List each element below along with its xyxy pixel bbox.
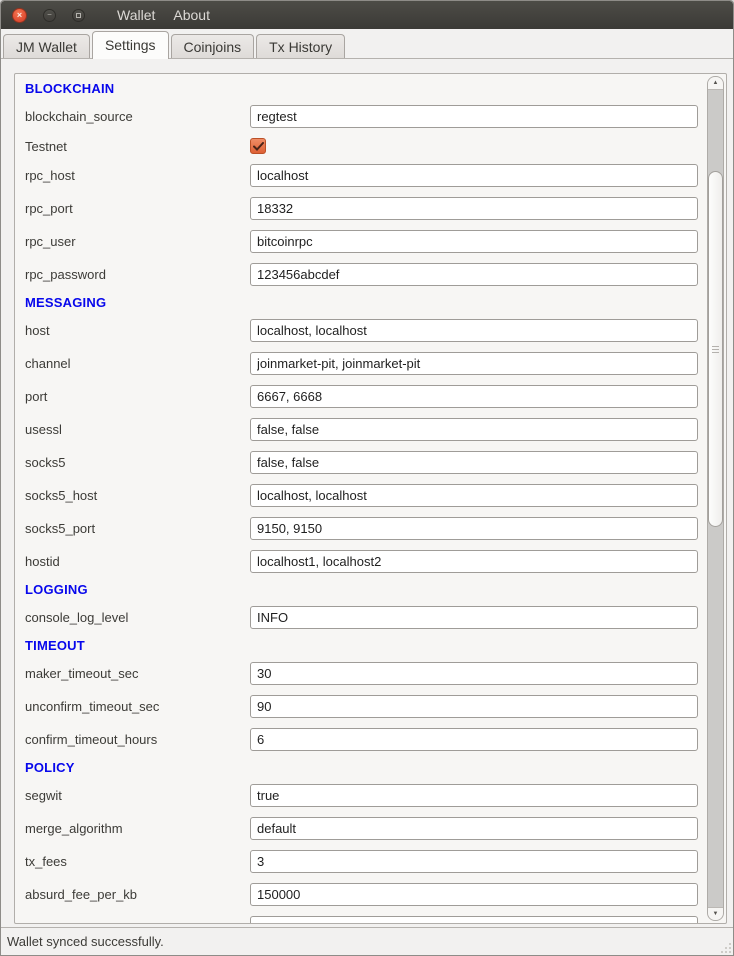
field-confirm_timeout_hours[interactable]	[250, 728, 698, 751]
status-bar	[1, 928, 733, 955]
field-label: Testnet	[25, 138, 67, 154]
field-merge_algorithm[interactable]	[250, 817, 698, 840]
settings-row	[25, 263, 705, 286]
field-label: rpc_port	[25, 201, 73, 216]
settings-row	[25, 850, 705, 873]
settings-row	[25, 550, 705, 573]
field-label: socks5_port	[25, 521, 96, 536]
settings-field-partial[interactable]	[250, 916, 698, 923]
field-socks5[interactable]	[250, 451, 698, 474]
minimize-button[interactable]	[43, 9, 56, 22]
field-label: blockchain_source	[25, 109, 133, 124]
status-message: Wallet synced successfully.	[7, 934, 164, 949]
field-label: console_log_level	[25, 610, 129, 625]
settings-scroll-area	[14, 73, 727, 924]
scrollbar-thumb[interactable]	[708, 171, 723, 527]
field-rpc_host[interactable]	[250, 164, 698, 187]
field-label: usessl	[25, 422, 62, 437]
field-label: merge_algorithm	[25, 821, 123, 836]
field-socks5_port[interactable]	[250, 517, 698, 540]
field-label: confirm_timeout_hours	[25, 732, 158, 747]
section-header: MESSAGING	[25, 295, 107, 310]
section-header: POLICY	[25, 760, 75, 775]
field-tx_fees[interactable]	[250, 850, 698, 873]
field-label: maker_timeout_sec	[25, 666, 139, 681]
field-label: absurd_fee_per_kb	[25, 887, 138, 902]
field-blockchain_source[interactable]	[250, 105, 698, 128]
settings-pane	[1, 58, 733, 928]
settings-row	[25, 784, 705, 807]
vertical-scrollbar[interactable]	[707, 76, 724, 921]
tab-bar	[1, 29, 733, 58]
field-label: host	[25, 323, 50, 338]
tab-coinjoins[interactable]: Coinjoins	[171, 34, 255, 58]
field-label: hostid	[25, 554, 60, 569]
field-label: segwit	[25, 788, 62, 803]
settings-row	[25, 319, 705, 342]
field-hostid[interactable]	[250, 550, 698, 573]
field-port[interactable]	[250, 385, 698, 408]
field-maker_timeout_sec[interactable]	[250, 662, 698, 685]
field-label: socks5	[25, 455, 66, 470]
settings-row	[25, 105, 705, 128]
tab-jm-wallet[interactable]: JM Wallet	[3, 34, 90, 58]
settings-row	[25, 916, 705, 923]
field-label: tx_fees	[25, 854, 67, 869]
settings-row	[25, 883, 705, 906]
field-label: unconfirm_timeout_sec	[25, 699, 160, 714]
field-rpc_password[interactable]	[250, 263, 698, 286]
field-unconfirm_timeout_sec[interactable]	[250, 695, 698, 718]
field-label: channel	[25, 356, 71, 371]
field-label: rpc_password	[25, 267, 106, 282]
settings-row	[25, 164, 705, 187]
menu-about[interactable]: About	[173, 7, 210, 23]
tab-tx-history[interactable]: Tx History	[256, 34, 345, 58]
settings-row	[25, 418, 705, 441]
field-label: rpc_user	[25, 234, 76, 249]
field-absurd_fee_per_kb[interactable]	[250, 883, 698, 906]
testnet-checkbox[interactable]	[250, 138, 266, 154]
field-label: port	[25, 389, 48, 404]
settings-row	[25, 662, 705, 685]
maximize-button[interactable]	[72, 9, 85, 22]
up-arrow-icon: ▲	[712, 80, 719, 86]
field-label: rpc_host	[25, 168, 75, 183]
settings-row	[25, 606, 705, 629]
settings-row	[25, 484, 705, 507]
settings-row	[25, 517, 705, 540]
minimize-icon: −	[47, 10, 52, 19]
titlebar[interactable]	[1, 1, 733, 29]
settings-row	[25, 197, 705, 220]
settings-row	[25, 138, 705, 154]
field-channel[interactable]	[250, 352, 698, 375]
field-label: socks5_host	[25, 488, 98, 503]
section-header: TIMEOUT	[25, 638, 85, 653]
check-icon	[253, 142, 264, 151]
menubar	[108, 1, 219, 29]
close-icon: ×	[16, 9, 23, 20]
field-rpc_user[interactable]	[250, 230, 698, 253]
settings-row	[25, 728, 705, 751]
settings-row	[25, 352, 705, 375]
resize-grip[interactable]	[718, 940, 731, 953]
section-header: BLOCKCHAIN	[25, 81, 115, 96]
maximize-icon	[76, 13, 81, 18]
field-usessl[interactable]	[250, 418, 698, 441]
field-console_log_level[interactable]	[250, 606, 698, 629]
thumb-grip-icon	[712, 349, 719, 350]
scroll-up-button[interactable]	[708, 77, 723, 90]
field-host[interactable]	[250, 319, 698, 342]
section-header: LOGGING	[25, 582, 88, 597]
settings-row	[25, 230, 705, 253]
field-segwit[interactable]	[250, 784, 698, 807]
settings-form	[15, 74, 705, 923]
field-rpc_port[interactable]	[250, 197, 698, 220]
settings-row	[25, 817, 705, 840]
settings-row	[25, 385, 705, 408]
thumb-grip-icon	[712, 346, 719, 347]
close-button[interactable]	[12, 8, 27, 23]
thumb-grip-icon	[712, 352, 719, 353]
down-arrow-icon: ▼	[712, 911, 719, 917]
menu-wallet[interactable]: Wallet	[117, 7, 156, 23]
field-socks5_host[interactable]	[250, 484, 698, 507]
settings-row	[25, 695, 705, 718]
scroll-down-button[interactable]	[708, 907, 723, 920]
settings-row	[25, 451, 705, 474]
tab-settings[interactable]: Settings	[92, 31, 169, 59]
